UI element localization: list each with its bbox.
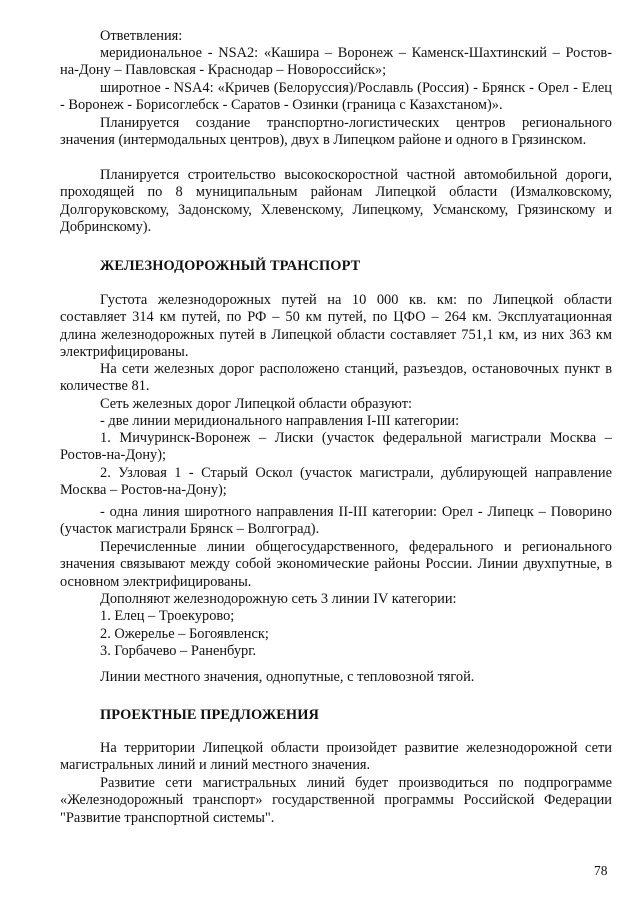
local-lines-paragraph: Линии местного значения, однопутные, с тепловозной тягой.	[100, 669, 475, 685]
logistics-paragraph: Планируется создание транспортно-логистических центров регионального значения (интермодальных центров), двух в Липецком районе и одного в Грязинском.	[60, 115, 612, 149]
density-paragraph: Густота железнодорожных путей на 10 000 кв. км: по Липецкой области составляет 314 км путей, по РФ – 50 км путей, по ЦФО – 264 км. Эксплуатационная длина железнодорожных путей в Липецкой области составляет 751,1 км, из них 363 км электрифицированы.	[60, 292, 612, 361]
supplement-paragraph: Дополняют железнодорожную сеть 3 линии IV категории:	[100, 591, 457, 607]
cat4-item-1: 1. Елец – Троекурово;	[100, 608, 235, 624]
cat4-item-2: 2. Ожерелье – Богоявленск;	[100, 626, 269, 642]
line-1-item: 1. Мичуринск-Воронеж – Лиски (участок федеральной магистрали Москва – Ростов-на-Дону);	[60, 430, 612, 464]
latitudinal-branch: широтное - NSA4: «Кричев (Белоруссия)/Рославль (Россия) - Брянск - Орел - Елец - Воронеж - Борисоглебск - Саратов - Озинки (граница с Казахстаном)».	[60, 80, 612, 114]
latitudinal-line-item: - одна линия широтного направления II-III категории: Орел - Липецк – Поворино (участок магистрали Брянск – Волгоград).	[60, 504, 612, 538]
proposals-paragraph-2: Развитие сети магистральных линий будет производиться по подпрограмме «Железнодорожный транспорт» государственной программы Российской Федерации "Развитие транспортной системы".	[60, 775, 612, 826]
page-number: 78	[594, 863, 608, 878]
branches-label: Ответвления:	[100, 28, 183, 44]
listed-lines-paragraph: Перечисленные линии общегосударственного, федерального и регионального значения связывают между собой экономические районы России. Линии двухпутные, в основном электрифицированы.	[60, 539, 612, 590]
cat4-item-3: 3. Горбачево – Раненбург.	[100, 643, 257, 659]
stations-paragraph: На сети железных дорог расположено станций, разъездов, остановочных пункт в количестве 81.	[60, 361, 612, 395]
proposals-heading: ПРОЕКТНЫЕ ПРЕДЛОЖЕНИЯ	[100, 707, 319, 723]
proposals-paragraph-1: На территории Липецкой области произойдет развитие железнодорожной сети магистральных линий и линий местного значения.	[60, 740, 612, 774]
highway-paragraph: Планируется строительство высокоскоростной частной автомобильной дороги, проходящей по 8 муниципальным районам Липецкой области (Измалковскому, Долгоруковскому, Задонскому, Хлевенскому, Липецкому, Усманскому, Грязинскому и Добринскому).	[60, 167, 612, 236]
railway-heading: ЖЕЛЕЗНОДОРОЖНЫЙ ТРАНСПОРТ	[100, 258, 361, 274]
meridional-branch: меридиональное - NSA2: «Кашира – Воронеж – Каменск-Шахтинский – Ростов-на-Дону – Павловская - Краснодар – Новороссийск»;	[60, 45, 612, 79]
line-2-item: 2. Узловая 1 - Старый Оскол (участок магистрали, дублирующей направление Москва – Ростов-на-Дону);	[60, 465, 612, 499]
meridional-lines-item: - две линии меридионального направления I-III категории:	[100, 413, 460, 429]
network-intro: Сеть железных дорог Липецкой области образуют:	[100, 396, 412, 412]
